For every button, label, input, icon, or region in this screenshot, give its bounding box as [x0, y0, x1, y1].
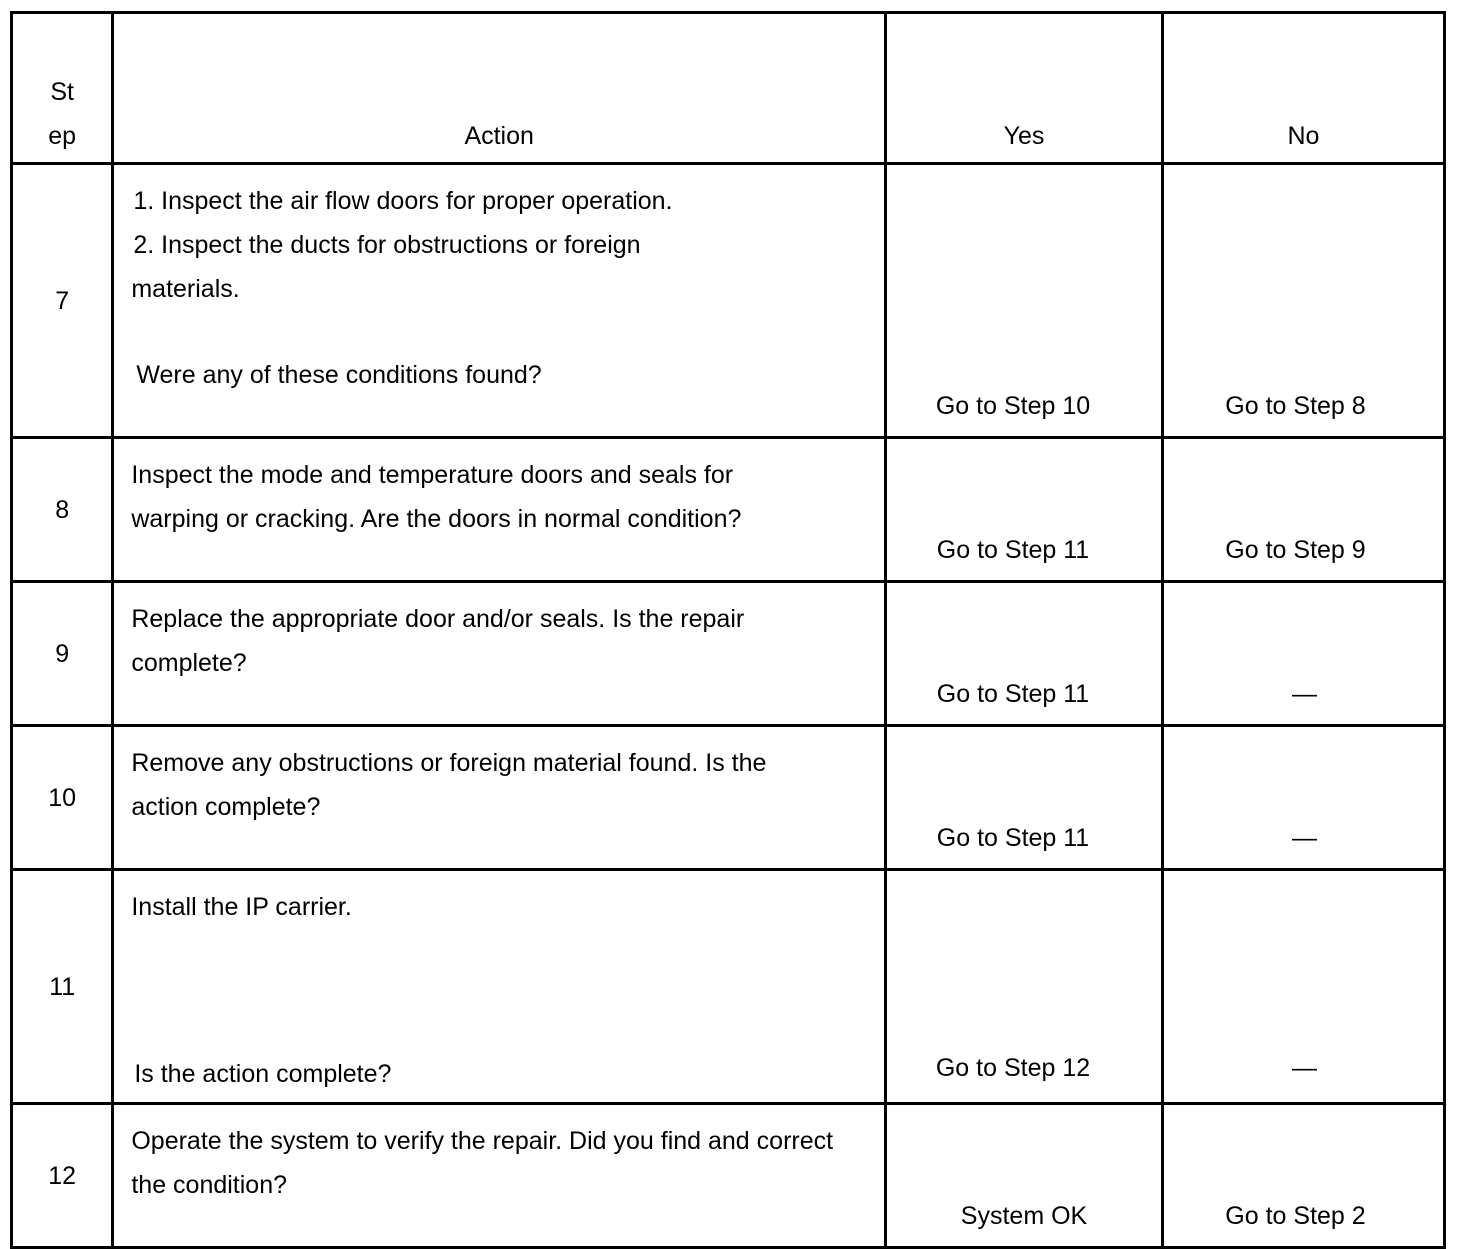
diagnostic-table	[10, 11, 1446, 1249]
no-result: Go to Step 9	[1225, 536, 1366, 564]
action-list-item: materials.	[131, 275, 240, 303]
header-step	[12, 13, 113, 164]
yes-cell	[886, 582, 1163, 726]
no-cell	[1162, 726, 1444, 870]
yes-result: Go to Step 11	[936, 824, 1090, 852]
action-cell	[113, 870, 886, 1104]
action-list-item: 2. Inspect the ducts for obstructions or foreign	[133, 231, 641, 259]
no-cell	[1162, 582, 1444, 726]
table-row	[12, 1104, 1445, 1248]
yes-result: Go to Step 12	[935, 1054, 1091, 1082]
step-number: 10	[12, 726, 113, 870]
no-cell	[1162, 1104, 1444, 1248]
yes-result: Go to Step 11	[936, 536, 1090, 564]
step-number: 7	[12, 164, 113, 438]
yes-result: System OK	[960, 1202, 1088, 1230]
no-cell	[1162, 438, 1444, 582]
yes-result: Go to Step 11	[936, 680, 1090, 708]
no-result: —	[1291, 680, 1317, 708]
header-step-line2: ep	[48, 122, 77, 150]
action-text: Replace the appropriate door and/or seals. Is the repair complete?	[131, 605, 745, 677]
no-cell	[1162, 870, 1444, 1104]
action-cell	[113, 726, 886, 870]
table-row	[12, 582, 1445, 726]
step-number: 11	[12, 870, 113, 1104]
no-result: Go to Step 2	[1225, 1202, 1366, 1230]
yes-cell	[886, 870, 1163, 1104]
no-result: Go to Step 8	[1225, 392, 1366, 420]
action-text: Remove any obstructions or foreign material found. Is the action complete?	[131, 749, 767, 821]
table-row	[12, 870, 1445, 1104]
yes-cell	[886, 1104, 1163, 1248]
yes-cell	[886, 438, 1163, 582]
action-question: Were any of these conditions found?	[136, 361, 542, 389]
action-cell	[113, 164, 886, 438]
action-text: Install the IP carrier.	[131, 893, 352, 921]
header-step-line1: St	[50, 78, 74, 106]
step-number: 8	[12, 438, 113, 582]
no-result: —	[1291, 1054, 1317, 1082]
header-no: No	[1162, 13, 1444, 164]
yes-cell	[886, 726, 1163, 870]
no-result: —	[1291, 824, 1317, 852]
table-row	[12, 164, 1445, 438]
action-cell	[113, 438, 886, 582]
step-number: 9	[12, 582, 113, 726]
table-row	[12, 438, 1445, 582]
yes-result: Go to Step 10	[935, 392, 1091, 420]
action-question: Is the action complete?	[134, 1060, 392, 1088]
action-cell	[113, 1104, 886, 1248]
action-cell	[113, 582, 886, 726]
header-action: Action	[113, 13, 886, 164]
table-row	[12, 726, 1445, 870]
table-header-row	[12, 13, 1445, 164]
step-number: 12	[12, 1104, 113, 1248]
yes-cell	[886, 164, 1163, 438]
action-list-item: 1. Inspect the air flow doors for proper operation.	[133, 187, 673, 215]
action-text: Operate the system to verify the repair. Did you find and correct the condition?	[131, 1127, 834, 1199]
no-cell	[1162, 164, 1444, 438]
header-yes: Yes	[886, 13, 1163, 164]
action-text: Inspect the mode and temperature doors and seals for warping or cracking. Are the doors in normal condition?	[131, 461, 742, 533]
